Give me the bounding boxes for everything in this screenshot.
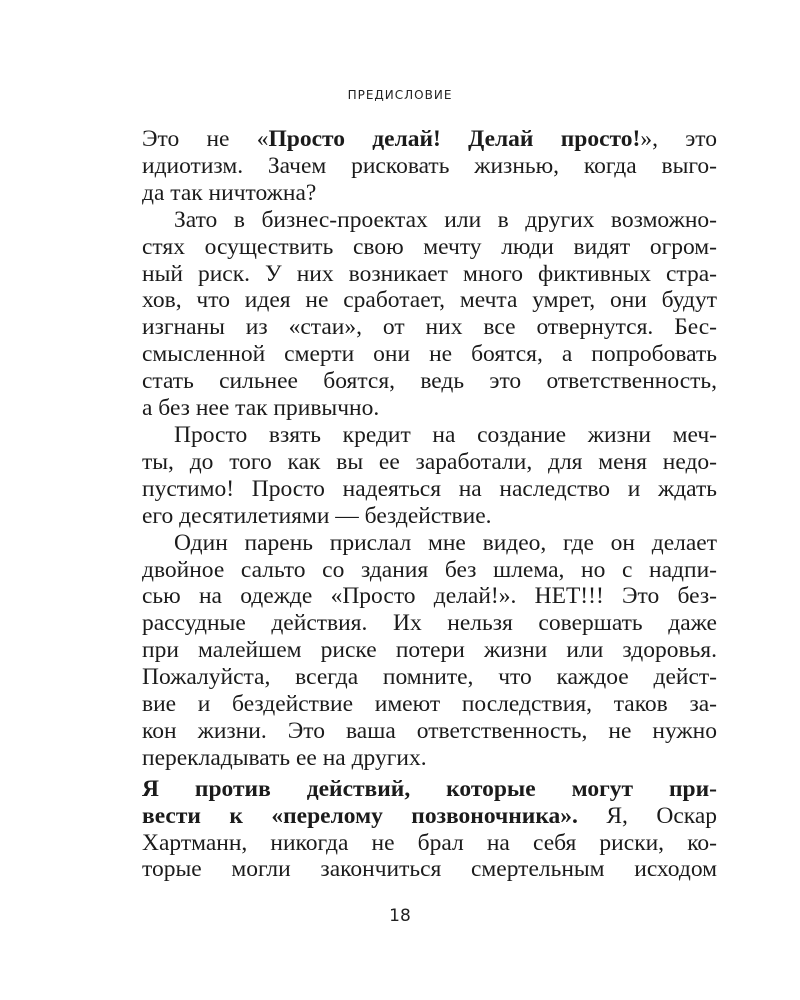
text-line: а без нее так привычно. [142,395,380,422]
text-line: стать сильнее боятся, ведь это ответственность, [142,368,717,395]
text-line: идиотизм. Зачем рисковать жизнью, когда выго- [142,152,717,179]
text-line: смысленной смерти они не боятся, а попробовать [142,341,717,368]
text-line: ный риск. У них возникает много фиктивных стра- [142,260,717,287]
text-line: торые могли закончиться смертельным исходом [142,856,717,883]
text-line: ты, до того как вы ее заработали, для меня недо- [142,448,717,475]
bold-statement: вести к «перелому позвоночника». [142,802,578,829]
text-line: при малейшем риске потери жизни или здоровья. [142,637,717,664]
text-line: его десятилетиями — бездействие. [142,502,492,529]
page-text [142,126,717,883]
text-line: кон жизни. Это ваша ответственность, не нужно [142,717,717,744]
text-line: Зато в бизнес-проектах или в других возможно- [174,206,717,233]
bold-quote: Просто делай! Делай просто! [268,126,641,152]
text-line: стях осуществить свою мечту люди видят огром- [142,233,717,260]
text-line: Один парень прислал мне видео, где он делает [174,529,717,556]
text-line: вести к «перелому позвоночника». Я, Оскар [142,802,717,829]
text-line: Пожалуйста, всегда помните, что каждое дейст- [142,664,717,691]
text-line: рассудные действия. Их нельзя совершать даже [142,610,717,637]
text-line: хов, что идея не сработает, мечта умрет, они будут [142,287,717,314]
text-line [142,776,717,803]
text-line: перекладывать ее на других. [142,744,427,771]
bold-statement: Я против действий, которые могут при- [142,775,717,802]
text-line: изгнаны из «стаи», от них все отвернутся. Бес- [142,314,717,341]
text-line: Это не «Просто делай! Делай просто!», это [142,126,717,152]
running-header: ПРЕДИСЛОВИЕ [347,88,453,102]
text-line: двойное сальто со здания без шлема, но с надпи- [142,556,717,583]
text-line: сью на одежде «Просто делай!». НЕТ!!! Это без- [142,583,717,610]
text-line: да так ничтожна? [142,179,317,206]
text-line: вие и бездействие имеют последствия, таков за- [142,691,717,718]
text-line: пустимо! Просто надеяться на наследство и ждать [142,475,717,502]
text-line: Просто взять кредит на создание жизни меч- [174,421,717,448]
text-line: Хартманн, никогда не брал на себя риски, ко- [142,829,717,856]
page-number: 18 [389,906,411,926]
